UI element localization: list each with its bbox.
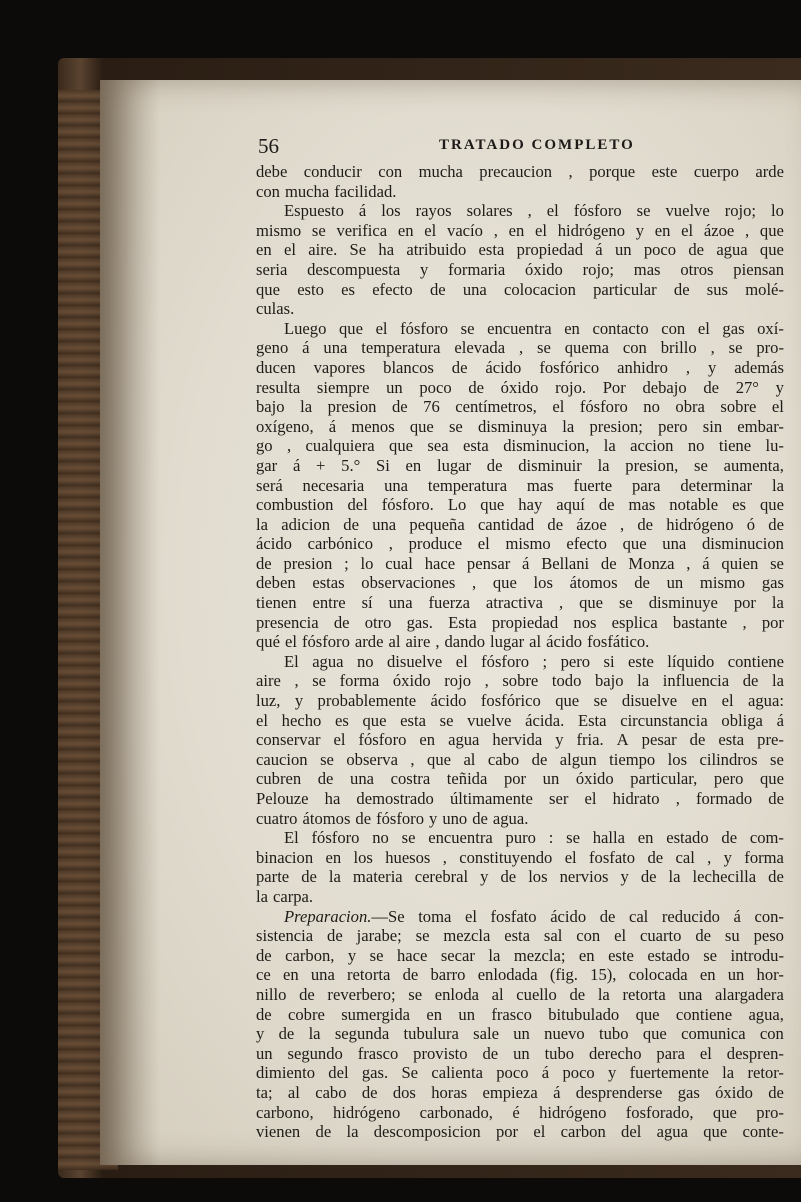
text-line: conservar el fósforo en agua hervida y fria. A pesar de esta pre- (256, 730, 784, 750)
text-line: de carbon, y se hace secar la mezcla; en este estado se introdu- (256, 945, 784, 965)
text-line: cubren de una costra teñida por un óxido particular, pero que (256, 769, 784, 789)
running-head: TRATADO COMPLETO (439, 137, 635, 153)
text-line: qué el fósforo arde al aire , dando lugar al ácido fosfático. (256, 632, 650, 652)
page-number: 56 (258, 134, 279, 158)
text-line: la adicion de una pequeña cantidad de ázoe , de hidrógeno ó de (256, 514, 784, 534)
text-line: un segundo frasco provisto de un tubo derecho para el despren- (256, 1043, 784, 1063)
text-line: ce en una retorta de barro enlodada (fig. 15), colocada en un hor- (256, 965, 784, 985)
text-line: Preparacion.—Se toma el fosfato ácido de cal reducido á con- (284, 906, 784, 926)
text-line: Pelouze ha demostrado últimamente ser el hidrato , formado de (256, 789, 784, 808)
text-line: ácido carbónico , produce el mismo efecto que una disminucion (256, 534, 784, 554)
text-line: seria descompuesta y formaria óxido rojo; mas otros piensan (256, 259, 784, 279)
text-line: Espuesto á los rayos solares , el fósforo se vuelve rojo; lo (284, 201, 784, 221)
text-line: presencia de otro gas. Esta propiedad nos esplica bastante , por (256, 612, 784, 632)
text-line: mismo se verifica en el vacío , en el hidrógeno y en el ázoe , que (256, 220, 784, 240)
text-line: tienen entre sí una fuerza atractiva , que se disminuye por la (256, 593, 784, 613)
text-line: gar á + 5.° Si en lugar de disminuir la presion, se aumenta, (256, 455, 784, 475)
text-line: geno á una temperatura elevada , se quema con brillo , se pro- (256, 338, 784, 358)
text-line: bajo la presion de 76 centímetros, el fósforo no obra sobre el (256, 397, 784, 417)
text-line: combustion del fósforo. Lo que hay aquí de mas notable es que (256, 495, 784, 515)
text-line: debe conducir con mucha precaucion , porque este cuerpo arde (256, 162, 784, 181)
text-line: parte de la materia cerebral y de los nervios y de la lechecilla de (256, 867, 784, 887)
text-line: culas. (256, 299, 295, 319)
text-line: El agua no disuelve el fósforo ; pero si este líquido contiene (284, 651, 784, 671)
text-line: la carpa. (256, 886, 314, 906)
text-line: binacion en los huesos , constituyendo el fosfato de cal , y forma (256, 847, 784, 867)
text-line: cuatro átomos de fósforo y uno de agua. (256, 808, 529, 828)
text-line: el hecho es que esta se vuelve ácida. Esta circunstancia obliga á (256, 710, 784, 730)
text-line: resulta siempre un poco de óxido rojo. Por debajo de 27° y (256, 377, 784, 397)
text-line: ta; al cabo de dos horas empieza á desprenderse gas óxido de (256, 1082, 784, 1102)
text-line: será necesaria una temperatura mas fuerte para determinar la (256, 475, 784, 495)
text-line: go , cualquiera que sea esta disminucion, la accion no tiene lu- (256, 436, 784, 456)
text-line: que esto es efecto de una colocacion particular de sus molé- (256, 279, 784, 299)
text-line: nillo de reverbero; se enloda al cuello de la retorta una alargadera (256, 984, 784, 1004)
text-line: ducen vapores blancos de ácido fosfórico anhidro , y además (256, 357, 784, 377)
text-line: aire , se forma óxido rojo , sobre todo bajo la influencia de la (256, 671, 784, 691)
text-line: vienen de la descomposicion por el carbon del agua que conte- (256, 1122, 784, 1142)
text-line: de presion ; lo cual hace pensar á Bellani de Monza , á quien se (256, 553, 784, 573)
text-line: sistencia de jarabe; se mezcla esta sal con el cuarto de su peso (256, 926, 784, 946)
page-header (258, 134, 778, 162)
text-line: El fósforo no se encuentra puro : se halla en estado de com- (284, 828, 784, 848)
text-line: de cobre sumergida en un frasco bitubulado que contiene agua, (256, 1004, 784, 1024)
text-line: dimiento del gas. Se calienta poco á poco y fuertemente la retor- (256, 1063, 784, 1083)
text-line: caucion se observa , que al cabo de algun tiempo los cilindros se (256, 749, 784, 769)
text-line: en el aire. Se ha atribuido esta propiedad á un poco de agua que (256, 240, 784, 260)
text-line: luz, y probablemente ácido fosfórico que se disuelve en el agua: (256, 691, 784, 711)
text-line: con mucha facilidad. (256, 181, 397, 201)
text-line: y de la segunda tubulura sale un nuevo tubo que comunica con (256, 1024, 784, 1044)
text-line: carbono, hidrógeno carbonado, é hidrógeno fosforado, que pro- (256, 1102, 784, 1122)
text-line: Luego que el fósforo se encuentra en contacto con el gas oxí- (284, 318, 784, 338)
body-text (256, 162, 784, 1142)
text-line: deben estas observaciones , que los átomos de un mismo gas (256, 573, 784, 593)
text-line: oxígeno, á menos que se disminuya la presion; pero sin embar- (256, 416, 784, 436)
